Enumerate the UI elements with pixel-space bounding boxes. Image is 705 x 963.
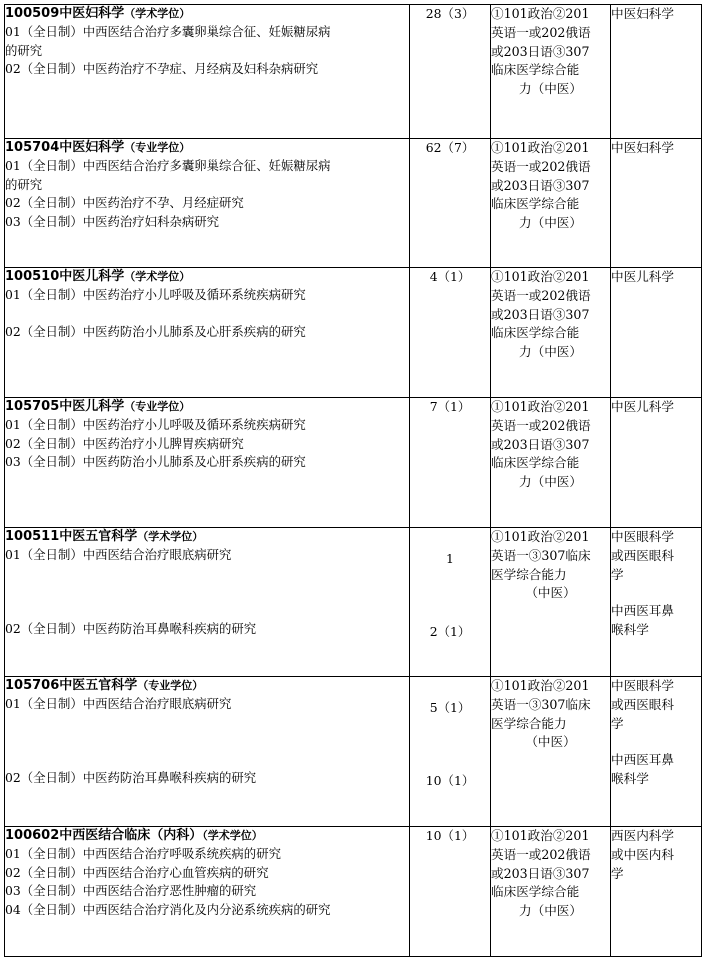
program-info-cell — [5, 827, 410, 957]
direction-line: 02（全日制）中医药防治耳鼻喉科疾病的研究 — [5, 769, 257, 785]
program-title: 100511中医五官科学（学术学位） — [5, 529, 204, 544]
direction-line: 02（全日制）中西医结合治疗心血管疾病的研究 — [5, 864, 269, 880]
direction-line: 02（全日制）中医药治疗小儿脾胃疾病研究 — [5, 435, 244, 451]
quota-cell: 4（1） — [410, 268, 491, 398]
direction-line: 04（全日制）中西医结合治疗消化及内分泌系统疾病的研究 — [5, 901, 331, 917]
direction-line: 01（全日制）中医药治疗小儿呼吸及循环系统疾病研究 — [5, 287, 306, 302]
program-row — [5, 677, 702, 827]
program-title: 100509中医妇科学（学术学位） — [5, 6, 191, 21]
program-info-cell — [5, 139, 410, 268]
direction-line: 01（全日制）中西医结合治疗多囊卵巢综合征、妊娠糖尿病 — [5, 24, 331, 39]
program-title: 105705中医儿科学（专业学位） — [5, 399, 191, 414]
program-row — [5, 139, 702, 268]
direction-line: 03（全日制）中西医结合治疗恶性肿瘤的研究 — [5, 883, 257, 898]
program-row — [5, 398, 702, 528]
related-major-cell: 中医眼科学 或西医眼科 学 中西医耳鼻 喉科学 — [611, 528, 702, 677]
direction-line: 01（全日制）中西医结合治疗多囊卵巢综合征、妊娠糖尿病 — [5, 158, 331, 173]
direction-line: 01（全日制）中西医结合治疗呼吸系统疾病的研究 — [5, 846, 281, 861]
quota-cell: 10（1） — [410, 827, 491, 957]
direction-line: 03（全日制）中医药防治小儿肺系及心肝系疾病的研究 — [5, 454, 306, 469]
program-row — [5, 827, 702, 957]
program-title: 105704中医妇科学（专业学位） — [5, 140, 191, 155]
program-title: 100510中医儿科学（学术学位） — [5, 269, 191, 284]
exam-subjects-cell: ①101政治②201 英语一或202俄语 或203日语③307 临床医学综合能 力（中医） — [491, 268, 611, 398]
quota-cell: 5（1） 10（1） — [410, 677, 491, 827]
related-major-cell: 中医妇科学 — [611, 139, 702, 268]
direction-line: 的研究 — [5, 42, 43, 58]
related-major-cell: 中医儿科学 — [611, 398, 702, 528]
program-info-cell — [5, 677, 410, 827]
related-major-cell: 中医儿科学 — [611, 268, 702, 398]
direction-line: 的研究 — [5, 176, 43, 192]
related-major-cell: 中医眼科学 或西医眼科 学 中西医耳鼻 喉科学 — [611, 677, 702, 827]
direction-line: 02（全日制）中医药防治耳鼻喉科疾病的研究 — [5, 620, 257, 636]
program-info-cell — [5, 398, 410, 528]
exam-subjects-cell: ①101政治②201 英语一③307临床 医学综合能力 （中医） — [491, 677, 611, 827]
related-major-cell: 中医妇科学 — [611, 5, 702, 139]
direction-line: 02（全日制）中医药治疗不孕、月经症研究 — [5, 195, 244, 210]
exam-subjects-cell: ①101政治②201 英语一或202俄语 或203日语③307 临床医学综合能 力（中医） — [491, 139, 611, 268]
program-row — [5, 5, 702, 139]
quota-cell: 62（7） — [410, 139, 491, 268]
exam-subjects-cell: ①101政治②201 英语一或202俄语 或203日语③307 临床医学综合能 力（中医） — [491, 398, 611, 528]
program-row — [5, 528, 702, 677]
program-title: 105706中医五官科学（专业学位） — [5, 678, 204, 693]
quota-cell: 28（3） — [410, 5, 491, 139]
quota-cell: 7（1） — [410, 398, 491, 528]
direction-line: 01（全日制）中医药治疗小儿呼吸及循环系统疾病研究 — [5, 417, 306, 432]
program-title: 100602中西医结合临床（内科）（学术学位） — [5, 828, 263, 843]
program-info-cell — [5, 268, 410, 398]
quota-cell: 1 2（1） — [410, 528, 491, 677]
direction-line: 02（全日制）中医药治疗不孕症、月经病及妇科杂病研究 — [5, 61, 319, 76]
direction-line: 02（全日制）中医药防治小儿肺系及心肝系疾病的研究 — [5, 323, 306, 339]
exam-subjects-cell: ①101政治②201 英语一③307临床 医学综合能力 （中医） — [491, 528, 611, 677]
program-info-cell — [5, 5, 410, 139]
related-major-cell: 西医内科学 或中医内科 学 — [611, 827, 702, 957]
program-info-cell — [5, 528, 410, 677]
exam-subjects-cell: ①101政治②201 英语一或202俄语 或203日语③307 临床医学综合能 力（中医） — [491, 5, 611, 139]
exam-subjects-cell: ①101政治②201 英语一或202俄语 或203日语③307 临床医学综合能 力（中医） — [491, 827, 611, 957]
direction-line: 01（全日制）中西医结合治疗眼底病研究 — [5, 696, 232, 711]
direction-line: 03（全日制）中医药治疗妇科杂病研究 — [5, 213, 220, 229]
direction-line: 01（全日制）中西医结合治疗眼底病研究 — [5, 547, 232, 562]
program-table — [4, 4, 702, 957]
program-row — [5, 268, 702, 398]
